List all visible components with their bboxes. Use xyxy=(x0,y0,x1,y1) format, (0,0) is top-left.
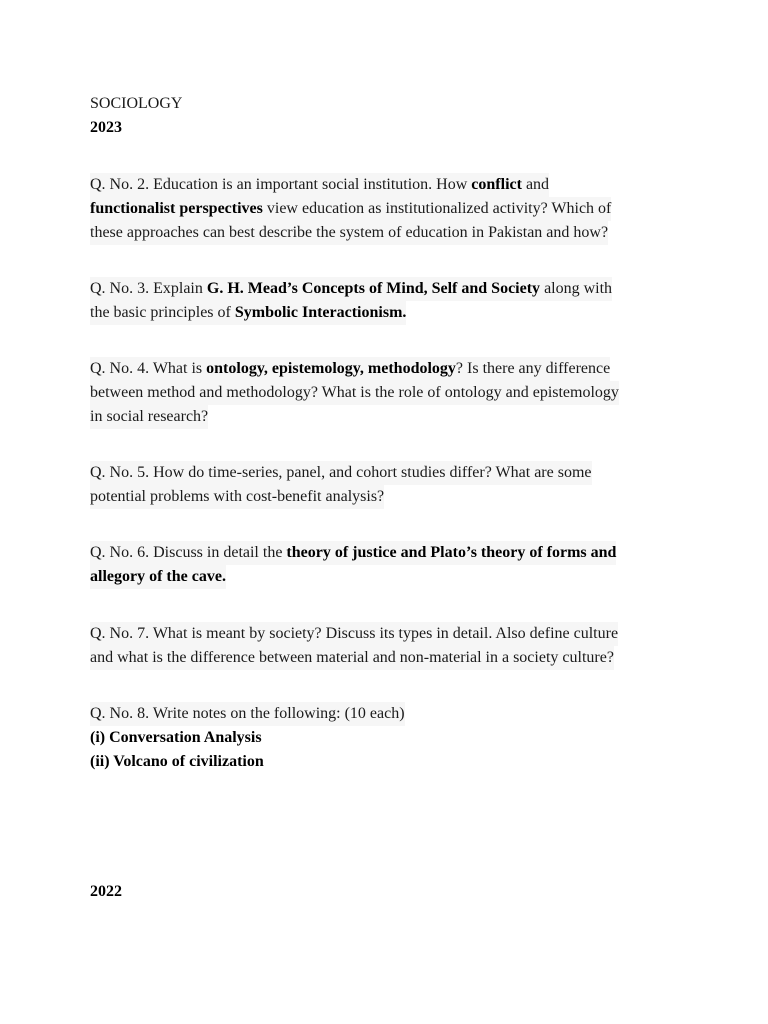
bold-text: functionalist perspectives xyxy=(90,200,263,217)
question-line xyxy=(90,277,612,301)
text-segment: Q. No. 6. Discuss in detail the xyxy=(90,544,287,561)
text-segment: Q. No. 2. Education is an important social institution. How xyxy=(90,176,472,193)
text-segment: view education as institutionalized activity? Which of xyxy=(262,200,612,217)
text-segment: ? Is there any difference xyxy=(455,360,611,377)
question-line xyxy=(90,702,405,726)
text-segment: along with xyxy=(540,280,613,297)
question-line xyxy=(90,173,549,197)
question-line xyxy=(90,646,614,670)
text-segment: Q. No. 3. Explain xyxy=(90,280,207,297)
question-line xyxy=(90,750,264,774)
year-heading-2023: 2023 xyxy=(90,119,122,136)
text-segment: the basic principles of xyxy=(90,304,235,321)
bold-text: G. H. Mead’s Concepts of Mind, Self and Society xyxy=(206,280,541,297)
question-line xyxy=(90,565,226,589)
question-line xyxy=(90,381,619,405)
question-line xyxy=(90,485,384,509)
text-segment: and what is the difference between material and non-material in a society culture? xyxy=(90,649,614,666)
text-segment: in social research? xyxy=(90,408,209,425)
bold-text: (i) Conversation Analysis xyxy=(90,729,262,746)
text-segment: and xyxy=(521,176,550,193)
bold-text: (ii) Volcano of civilization xyxy=(90,753,264,770)
question-line xyxy=(90,301,406,325)
year-heading-2022: 2022 xyxy=(90,883,122,900)
text-segment: between method and methodology? What is the role of ontology and epistemology xyxy=(90,384,619,401)
question-line xyxy=(90,197,611,221)
question-line xyxy=(90,622,618,646)
question-line xyxy=(90,726,262,750)
question-line xyxy=(90,221,608,245)
bold-text: theory of justice and Plato’s theory of forms and xyxy=(286,544,617,561)
text-segment: these approaches can best describe the system of education in Pakistan and how? xyxy=(90,224,609,241)
text-segment: Q. No. 5. How do time-series, panel, and cohort studies differ? What are some xyxy=(90,464,592,481)
bold-text: ontology, epistemology, methodology xyxy=(206,360,456,377)
question-line xyxy=(90,405,208,429)
text-segment: Q. No. 4. What is xyxy=(90,360,207,377)
subject-heading: SOCIOLOGY xyxy=(90,95,183,112)
question-line xyxy=(90,357,610,381)
question-line xyxy=(90,461,592,485)
question-line xyxy=(90,541,616,565)
bold-text: allegory of the cave. xyxy=(90,568,226,585)
bold-text: conflict xyxy=(471,176,522,193)
text-segment: Q. No. 7. What is meant by society? Discuss its types in detail. Also define culture xyxy=(90,625,619,642)
bold-text: Symbolic Interactionism. xyxy=(234,304,407,321)
text-segment: Q. No. 8. Write notes on the following: (10 each) xyxy=(90,705,405,722)
text-segment: potential problems with cost-benefit analysis? xyxy=(90,488,385,505)
